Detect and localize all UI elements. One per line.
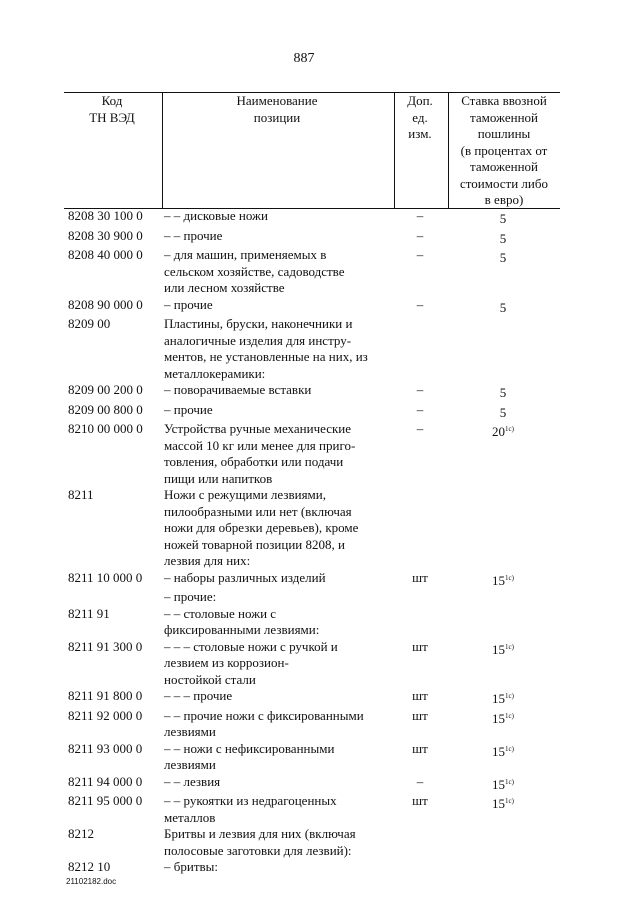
row-unit [392,316,448,382]
table-row [0,570,640,590]
table-row [0,708,640,741]
table-body [0,208,640,876]
table-row [0,793,640,826]
row-name: – – рукоятки из недрагоценных металлов [164,793,337,825]
row-unit [392,826,448,859]
row-code: 8208 90 000 0 [68,296,143,312]
row-unit: – [416,382,424,397]
header-code: Код ТН ВЭД [89,93,135,125]
row-rate [448,859,558,876]
row-rate [448,487,558,570]
row-code: 8211 91 300 0 [68,638,143,654]
row-code: 8211 10 000 0 [68,569,143,585]
row-unit: шт [412,569,428,585]
rate-footnote: 1c) [505,425,514,433]
table-row [0,382,640,402]
rate-value: 15 [492,710,506,726]
rate-value: 15 [492,641,506,657]
row-unit: – [416,227,424,243]
row-rate [448,570,558,590]
row-unit: – [416,421,424,436]
row-rate [448,297,558,317]
row-name: – наборы различных изделий [164,569,326,585]
row-name: Ножи с режущими лезвиями, пилообразными или нет (включая ножи для обрезки деревьев), кроме ножей товарной позиции 8208, и лезвия для них: [164,487,359,568]
table-row [0,826,640,859]
rate-value: 15 [492,691,506,706]
row-unit: – [416,296,424,312]
row-code: 8211 94 000 0 [68,773,143,789]
row-code: 8208 30 100 0 [68,208,143,223]
row-code: 8211 95 000 0 [68,793,143,808]
rate-value: 5 [499,230,507,246]
row-rate [448,382,558,402]
row-unit [392,859,448,876]
row-code: 8211 91 800 0 [68,688,143,703]
row-name: Пластины, бруски, наконечники и аналогичные изделия для инстру- ментов, не установленные на них, из металлокерамики: [164,316,368,381]
row-code: 8211 92 000 0 [68,707,143,723]
row-unit: – [416,401,424,417]
row-unit: – [416,247,424,262]
row-name: – – ножи с нефиксированными лезвиями [164,740,335,772]
row-rate [448,774,558,794]
rate-footnote: 1c) [505,744,514,753]
row-code: 8209 00 [68,316,111,331]
row-rate [448,421,558,487]
row-code: 8209 00 200 0 [68,382,143,397]
footer-filename: 21102182.doc [66,877,117,886]
rate-footnote: 1c) [505,692,514,700]
row-rate [448,247,558,297]
rate-value: 5 [499,404,507,420]
row-unit [392,606,448,639]
row-unit: – [416,208,424,223]
row-unit: шт [412,638,428,654]
row-unit: шт [412,707,428,723]
header-name: Наименование позиции [236,93,318,125]
rate-value: 5 [499,211,507,226]
row-unit: шт [412,688,428,703]
rate-value: 20 [492,424,506,439]
row-name: Устройства ручные механические массой 10 кг или менее для приго- товления, обработки или подачи пищи или напитков [164,421,356,486]
rate-value: 15 [492,743,506,759]
row-rate [448,402,558,422]
table-row [0,208,640,228]
table-row [0,639,640,689]
table-row [0,297,640,317]
row-name: – прочие [164,296,213,312]
rate-value: 5 [499,299,507,315]
row-name: – поворачиваемые вставки [164,382,312,397]
row-name: – прочие [164,401,213,417]
rate-value: 5 [499,385,507,400]
row-name: – – прочие [164,227,223,243]
row-name: – – – столовые ножи с ручкой и лезвием из коррозион- ностойкой стали [164,638,338,687]
row-unit: шт [412,740,428,756]
row-rate [448,826,558,859]
row-rate [448,606,558,639]
rate-footnote: 1c) [505,777,514,786]
row-code: 8208 40 000 0 [68,247,143,262]
row-unit: шт [412,793,428,808]
row-rate [448,708,558,741]
table-row [0,228,640,248]
rate-value: 15 [492,572,506,588]
table-row [0,316,640,382]
row-code: 8210 00 000 0 [68,421,143,436]
row-unit: – [416,773,424,789]
row-code: 8212 10 [68,859,111,874]
row-name: – – лезвия [164,773,221,789]
row-name: – – дисковые ножи [164,208,268,223]
header-rate: Ставка ввозной таможенной пошлины (в процентах от таможенной стоимости либо в евро) [459,93,548,207]
table-header [64,92,560,209]
table-row [0,859,640,876]
row-code: 8211 91 [68,605,110,621]
row-code: 8209 00 800 0 [68,401,143,417]
rate-value: 15 [492,776,506,792]
row-name: – прочие: [164,589,217,604]
table-row [0,421,640,487]
row-unit [392,589,448,606]
row-rate [448,228,558,248]
rate-value: 5 [499,250,507,265]
table-row [0,741,640,774]
row-code [68,589,164,606]
row-rate [448,639,558,689]
table-row [0,774,640,794]
row-code: 8211 93 000 0 [68,740,143,756]
page-number: 887 [293,51,315,66]
rate-value: 15 [492,796,506,811]
row-rate [448,589,558,606]
table-row [0,247,640,297]
row-rate [448,688,558,708]
row-name: – – столовые ножи с фиксированными лезвиями: [164,605,320,637]
table-row [0,402,640,422]
row-name: – бритвы: [164,859,218,874]
row-unit [392,487,448,570]
row-rate [448,793,558,826]
table-row [0,688,640,708]
header-unit: Доп. ед. изм. [407,93,433,141]
row-code: 8208 30 900 0 [68,227,143,243]
row-name: – – – прочие [164,688,233,703]
row-code: 8212 [68,826,94,841]
rate-footnote: 1c) [505,573,514,582]
table-row [0,589,640,606]
row-name: – – прочие ножи с фиксированными лезвиями [164,707,364,739]
table-row [0,487,640,570]
table-row [0,606,640,639]
rate-footnote: 1c) [505,797,514,805]
row-rate [448,741,558,774]
row-name: Бритвы и лезвия для них (включая полосовые заготовки для лезвий): [164,826,356,858]
row-name: – для машин, применяемых в сельском хозяйстве, садоводстве или лесном хозяйстве [164,247,345,295]
row-code: 8211 [68,487,94,502]
rate-footnote: 1c) [505,642,514,651]
rate-footnote: 1c) [505,711,514,720]
row-rate [448,316,558,382]
row-rate [448,208,558,228]
